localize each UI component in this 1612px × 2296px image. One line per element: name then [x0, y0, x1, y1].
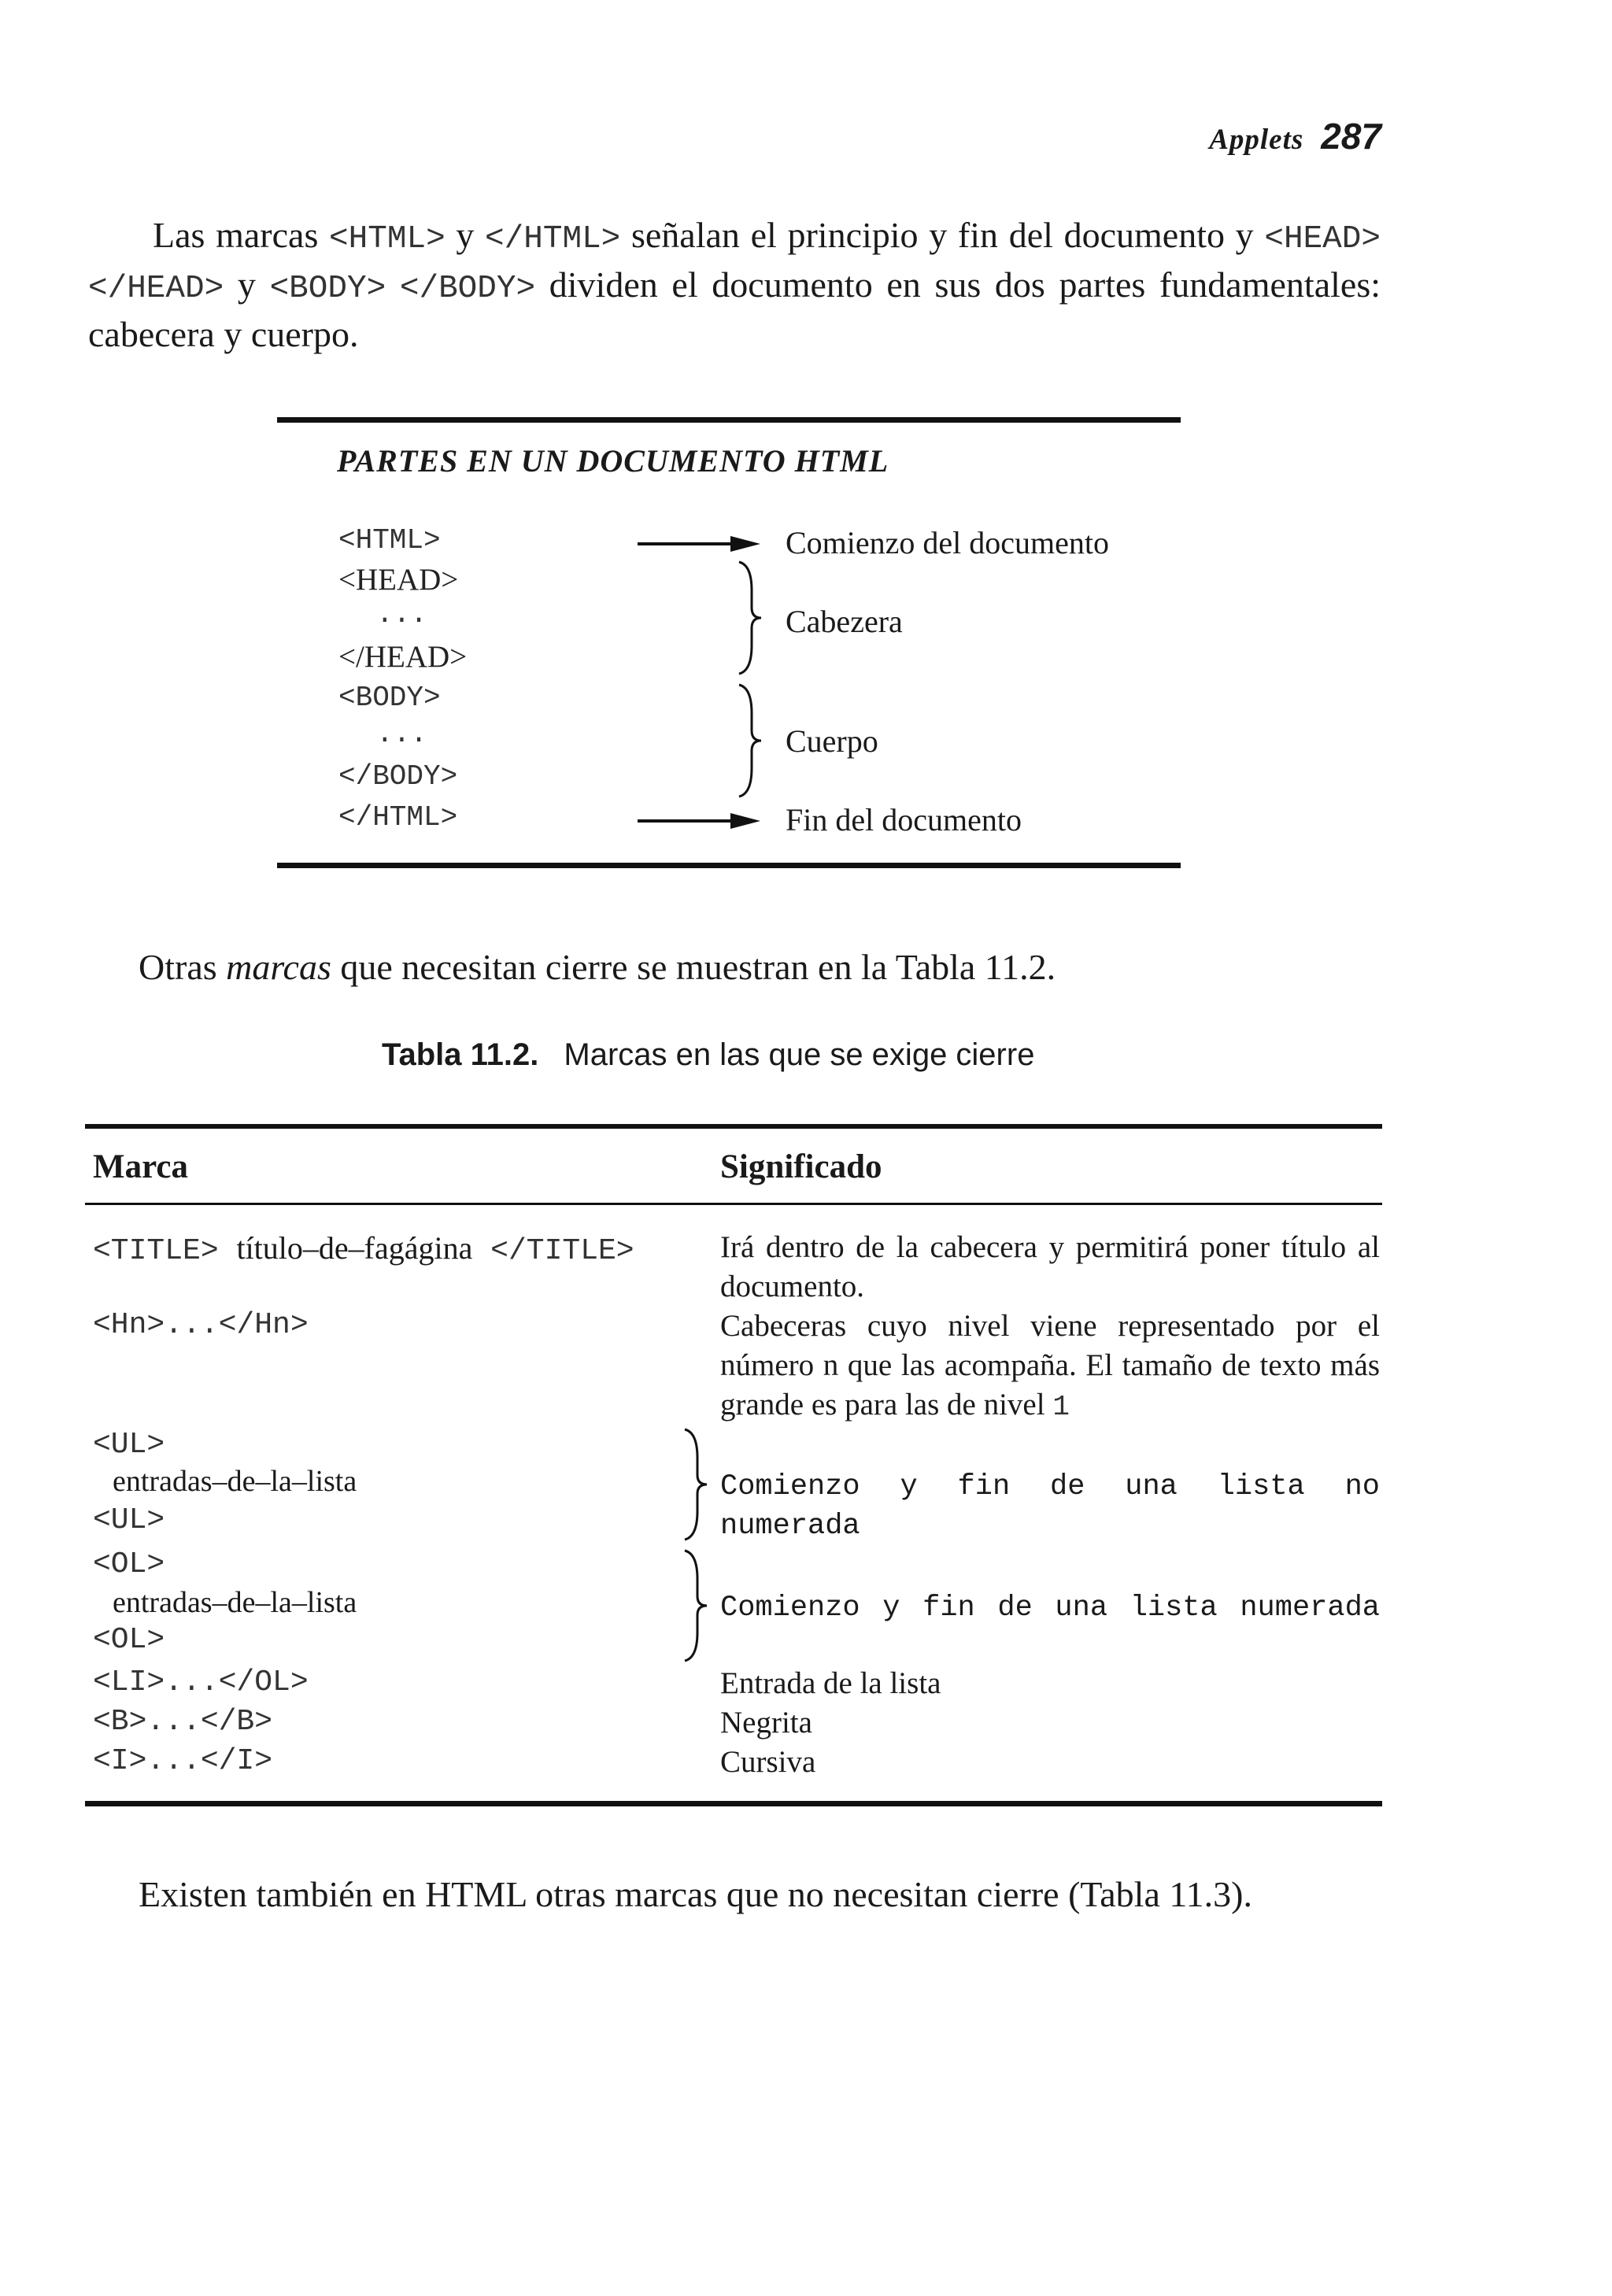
- arrow-start-icon: [636, 532, 762, 556]
- table-top-rule: [85, 1124, 1382, 1129]
- table-cell-meaning: Cabeceras cuyo nivel viene representado por el número n que las acompaña. El tamaño de texto más grande es para las de nivel 1: [720, 1309, 1380, 1423]
- table-cell-meaning: Comienzo y fin de una lista numerada: [720, 1592, 1380, 1625]
- diagram-line-head-open: <HEAD>: [338, 563, 459, 597]
- page-number: 287: [1321, 116, 1381, 157]
- table-caption-text: Marcas en las que se exige cierre: [564, 1037, 1035, 1072]
- table-cell-meaning: Negrita: [720, 1706, 812, 1740]
- table-bottom-rule: [85, 1801, 1382, 1806]
- table-caption: [382, 1037, 1034, 1073]
- table-cell-meaning: Cursiva: [720, 1745, 816, 1779]
- table-row: <OL>: [93, 1547, 165, 1581]
- table-row: <OL>: [93, 1623, 165, 1657]
- diagram-title: PARTES EN UN DOCUMENTO HTML: [337, 443, 889, 479]
- diagram-line-html-open: <HTML>: [338, 524, 441, 556]
- brace-ol-icon: [682, 1547, 713, 1664]
- diagram-line-ellipsis-1: ...: [376, 598, 427, 630]
- second-paragraph: Otras marcas que necesitan cierre se muestran en la Tabla 11.2.: [139, 947, 1056, 987]
- table-row: <Hn>...</Hn>: [93, 1308, 309, 1342]
- running-title: Applets: [1209, 124, 1304, 156]
- table-cell-meaning: Entrada de la lista: [720, 1666, 941, 1700]
- running-header: [1209, 115, 1381, 157]
- table-cell-meaning: Irá dentro de la cabecera y permitirá poner título al documento.: [720, 1230, 1380, 1303]
- table-row-entry: entradas–de–la–lista: [113, 1465, 357, 1498]
- label-end: Fin del documento: [786, 802, 1022, 837]
- table-header-rule: [85, 1203, 1382, 1205]
- intro-paragraph: Las marcas <HTML> y </HTML> señalan el principio y fin del documento y <HEAD> </HEAD> y <BODY> </BODY> dividen el documento en sus dos partes fundamentales: cabecera y cuerpo.: [88, 215, 1381, 354]
- table-header-significado: Significado: [720, 1148, 882, 1185]
- closing-paragraph: Existen también en HTML otras marcas que no necesitan cierre (Tabla 11.3).: [139, 1874, 1252, 1914]
- table-row-entry: entradas–de–la–lista: [113, 1586, 357, 1619]
- brace-head-icon: [736, 559, 767, 677]
- label-start: Comienzo del documento: [786, 525, 1110, 560]
- table-row: <UL>: [93, 1503, 165, 1537]
- label-body: Cuerpo: [786, 723, 878, 759]
- diagram-bottom-rule: [277, 863, 1181, 868]
- table-header-marca: Marca: [93, 1148, 188, 1185]
- diagram-top-rule: [277, 417, 1181, 423]
- table-row: <LI>...</OL>: [93, 1666, 309, 1699]
- diagram-line-html-close: </HTML>: [338, 801, 458, 834]
- diagram-line-head-close: </HEAD>: [338, 640, 468, 674]
- arrow-end-icon: [636, 809, 762, 833]
- label-head: Cabezera: [786, 604, 903, 639]
- diagram-line-body-close: </BODY>: [338, 760, 458, 793]
- brace-ul-icon: [682, 1426, 713, 1543]
- table-row: <I>...</I>: [93, 1744, 273, 1778]
- diagram-line-ellipsis-2: ...: [376, 718, 427, 750]
- table-row: <TITLE> título–de–fagágina </TITLE>: [93, 1230, 634, 1268]
- table-caption-label: Tabla 11.2.: [382, 1037, 539, 1072]
- table-row: <UL>: [93, 1428, 165, 1462]
- diagram-line-body-open: <BODY>: [338, 682, 441, 714]
- table-row: <B>...</B>: [93, 1705, 273, 1739]
- brace-body-icon: [736, 682, 767, 800]
- table-cell-meaning: Comienzo y fin de una lista no numerada: [720, 1470, 1380, 1543]
